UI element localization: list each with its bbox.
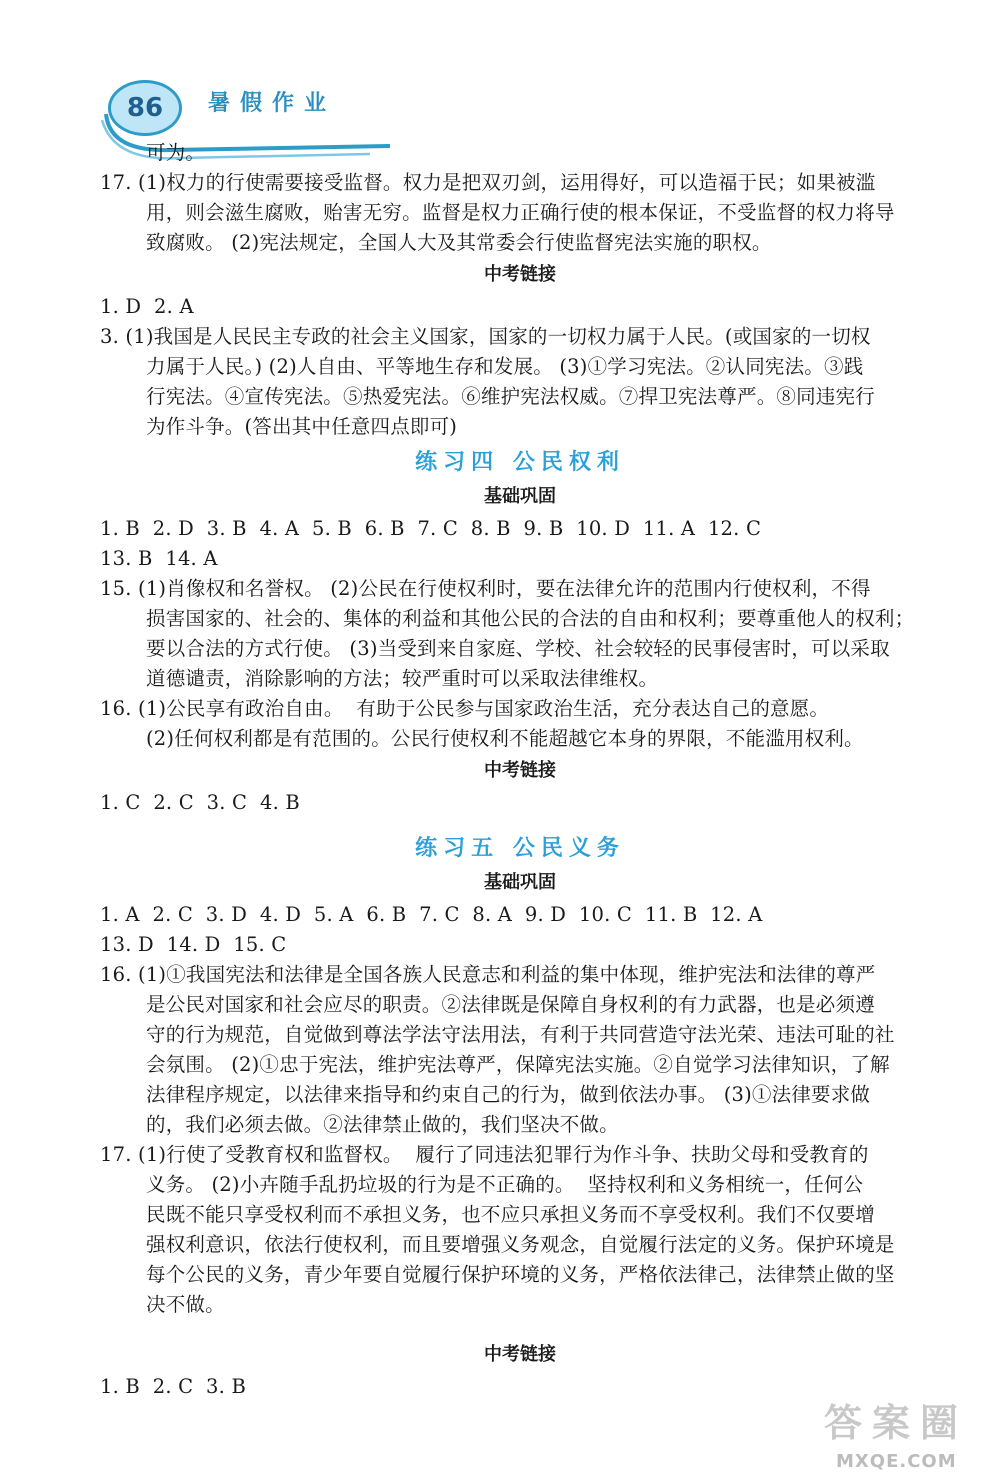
subsection-heading: 中考链接 xyxy=(484,760,556,781)
text-line: 法律程序规定，以法律来指导和约束自己的行为，做到依法办事。 (3)①法律要求做 xyxy=(146,1083,871,1106)
text-line: 决不做。 xyxy=(146,1293,225,1316)
text-line: 民既不能只享受权利而不承担义务，也不应只承担义务而不享受权利。我们不仅要增 xyxy=(146,1203,875,1226)
subsection-heading: 基础巩固 xyxy=(484,486,556,507)
text-line: 17. (1)行使了受教育权和监督权。 履行了同违法犯罪行为作斗争、扶助父母和受教育的 xyxy=(100,1143,869,1166)
text-line: 17. (1)权力的行使需要接受监督。权力是把双刃剑，运用得好，可以造福于民；如果被滥 xyxy=(100,171,876,194)
text-line: 损害国家的、社会的、集体的利益和其他公民的合法的自由和权利；要尊重他人的权利； xyxy=(146,607,915,630)
text-line: 1. C 2. C 3. C 4. B xyxy=(100,791,300,814)
text-line: 行宪法。④宣传宪法。⑤热爱宪法。⑥维护宪法权威。⑦捍卫宪法尊严。⑧同违宪行 xyxy=(146,385,875,408)
text-line: 13. B 14. A xyxy=(100,547,218,570)
text-line: 16. (1)公民享有政治自由。 有助于公民参与国家政治生活，充分表达自己的意愿。 xyxy=(100,697,830,720)
page-number-badge: 86 xyxy=(108,80,182,136)
text-line: 1. D 2. A xyxy=(100,295,194,318)
text-line: 是公民对国家和社会应尽的职责。②法律既是保障自身权利的有力武器，也是必须遵 xyxy=(146,993,875,1016)
subsection-heading: 中考链接 xyxy=(484,264,556,285)
text-line: 1. B 2. D 3. B 4. A 5. B 6. B 7. C 8. B 9. B 10. D 11. A 12. C xyxy=(100,517,762,540)
watermark-char: 案 xyxy=(872,1401,911,1445)
text-line: 的，我们必须去做。②法律禁止做的，我们坚决不做。 xyxy=(146,1113,619,1136)
text-line: 1. A 2. C 3. D 4. D 5. A 6. B 7. C 8. A 9. D 10. C 11. B 12. A xyxy=(100,903,763,926)
text-line: 会氛围。 (2)①忠于宪法，维护宪法尊严，保障宪法实施。②自觉学习法律知识，了解 xyxy=(146,1053,890,1076)
watermark-url: MXQE.COM xyxy=(836,1451,957,1472)
text-line: (2)任何权利都是有范围的。公民行使权利不能超越它本身的界限，不能滥用权利。 xyxy=(146,727,864,750)
text-line: 致腐败。 (2)宪法规定，全国人大及其常委会行使监督宪法实施的职权。 xyxy=(146,231,772,254)
watermark-char: 圈 xyxy=(920,1401,959,1445)
text-line: 要以合法的方式行使。 (3)当受到来自家庭、学校、社会较轻的民事侵害时，可以采取 xyxy=(146,637,890,660)
text-line: 13. D 14. D 15. C xyxy=(100,933,287,956)
text-line: 强权利意识，依法行使权利，而且要增强义务观念，自觉履行法定的义务。保护环境是 xyxy=(146,1233,895,1256)
text-line: 力属于人民。) (2)人自由、平等地生存和发展。 (3)①学习宪法。②认同宪法。③践 xyxy=(146,355,864,378)
text-line: 可为。 xyxy=(146,141,206,164)
text-line: 守的行为规范，自觉做到尊法学法守法用法，有利于共同营造守法光荣、违法可耻的社 xyxy=(146,1023,895,1046)
text-line: 15. (1)肖像权和名誉权。 (2)公民在行使权利时，要在法律允许的范围内行使权利，不得 xyxy=(100,577,871,600)
section-heading: 练习四 公民权利 xyxy=(415,450,625,475)
text-line: 道德谴责，消除影响的方法；较严重时可以采取法律维权。 xyxy=(146,667,659,690)
site-watermark xyxy=(816,1392,986,1472)
answer-content xyxy=(100,138,940,1402)
text-line: 1. B 2. C 3. B xyxy=(100,1375,246,1398)
text-line: 16. (1)①我国宪法和法律是全国各族人民意志和利益的集中体现，维护宪法和法律的尊严 xyxy=(100,963,876,986)
section-heading: 练习五 公民义务 xyxy=(415,836,625,861)
text-line: 义务。 (2)小卉随手乱扔垃圾的行为是不正确的。 坚持权利和义务相统一，任何公 xyxy=(146,1173,864,1196)
text-line: 用，则会滋生腐败，贻害无穷。监督是权力正确行使的根本保证，不受监督的权力将导 xyxy=(146,201,895,224)
text-line: 每个公民的义务，青少年要自觉履行保护环境的义务，严格依法律己，法律禁止做的坚 xyxy=(146,1263,895,1286)
subsection-heading: 中考链接 xyxy=(484,1344,556,1365)
text-line: 3. (1)我国是人民民主专政的社会主义国家，国家的一切权力属于人民。(或国家的一切权 xyxy=(100,325,871,348)
header-title: 暑假作业 xyxy=(208,91,337,116)
text-line: 为作斗争。(答出其中任意四点即可) xyxy=(146,415,458,438)
watermark-char: 答 xyxy=(824,1401,863,1445)
subsection-heading: 基础巩固 xyxy=(484,872,556,893)
